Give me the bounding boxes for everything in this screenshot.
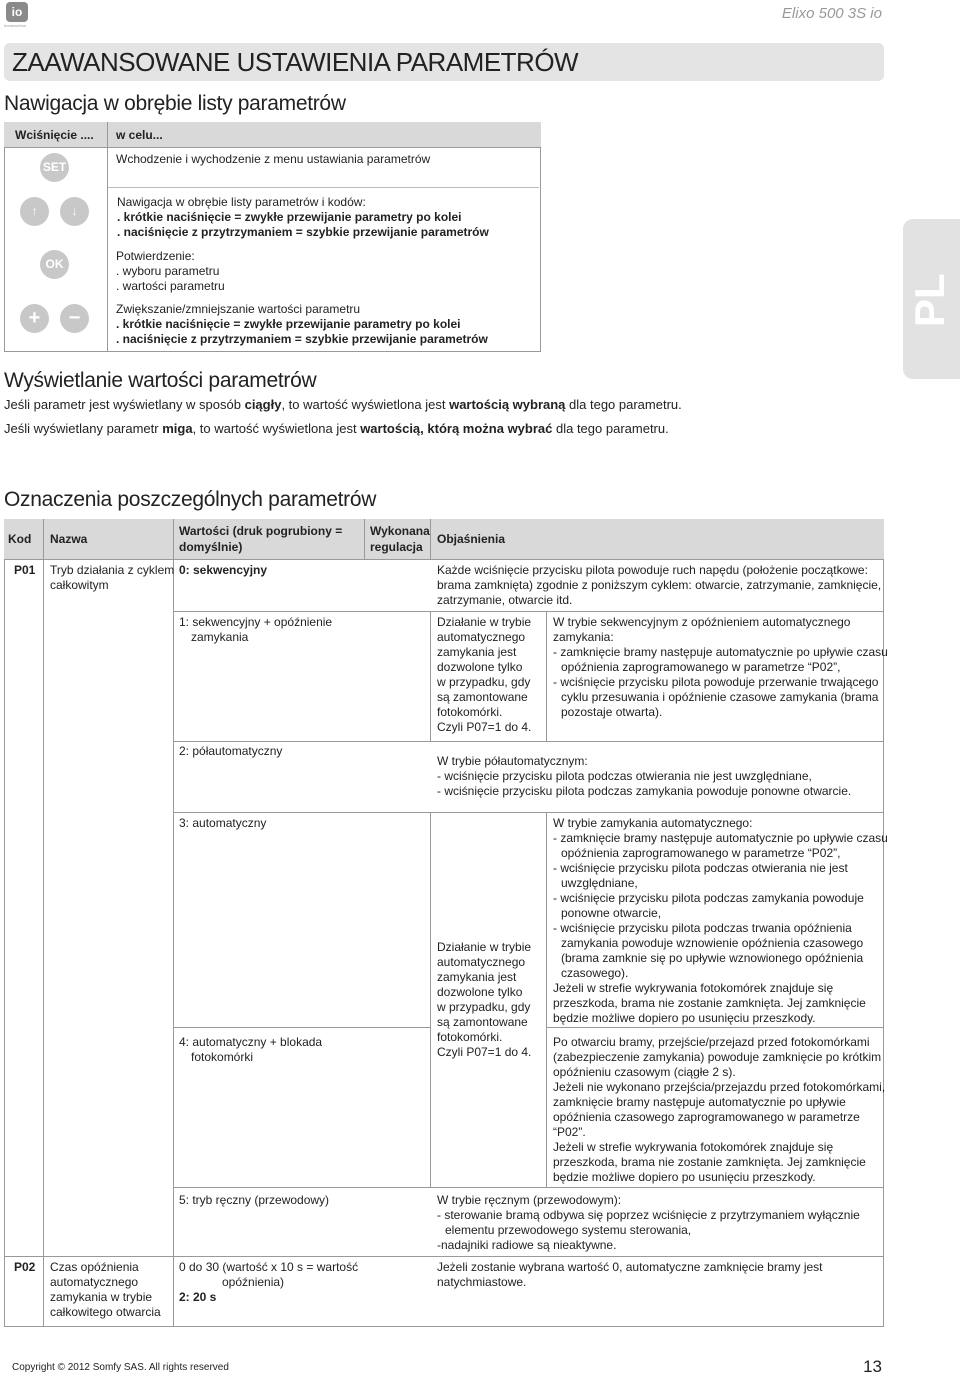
p01-v5-desc-2: - sterowanie bramą odbywa się poprzez wciśnięcie z przytrzymaniem wyłącznie (437, 1208, 860, 1222)
p01-v34-reg-4: dozwolone tylko (437, 985, 523, 999)
col-divider-wartosci (364, 519, 365, 559)
p01-v4-desc-10: będzie możliwe dopiero po usunięciu przeszkody. (553, 1170, 816, 1184)
header-kod: Kod (8, 532, 32, 546)
pm-line-2: . krótkie naciśnięcie = zwykłe przewijanie parametry po kolei (116, 317, 461, 331)
p01-row-sep-4a (174, 1027, 430, 1028)
p01-v1-reg-8: Czyli P07=1 do 4. (437, 720, 532, 734)
p01-value-0: 0: sekwencyjny (179, 563, 268, 577)
p02-desc-1: Jeżeli zostanie wybrana wartość 0, automatyczne zamknięcie bramy jest (437, 1260, 823, 1274)
p01-v3-desc-5: uwzględniane, (561, 876, 638, 890)
row-divider-p02-kod (4, 1256, 44, 1257)
p01-v3-desc-7: ponowne otwarcie, (561, 906, 662, 920)
params-heading: Oznaczenia poszczególnych parametrów (4, 488, 377, 511)
p02-name-1: Czas opóźnienia (50, 1260, 139, 1274)
header-wykonana-1: Wykonana (370, 524, 430, 538)
p01-v1-desc-6: cyklu przesuwania i opóźnienie czasowe zamykania (brama (561, 690, 879, 704)
col-divider-kod (43, 519, 44, 1327)
p01-v5-desc-3: elementu przewodowego systemu sterowania, (445, 1223, 692, 1237)
p01-v1-desc-1: W trybie sekwencyjnym z opóźnieniem automatycznego (553, 615, 851, 629)
p01-v1-divider (430, 611, 431, 741)
p01-value-4a: 4: automatyczny + blokada (179, 1035, 323, 1049)
p01-v1-reg-3: zamykania jest (437, 645, 517, 659)
p01-name-2: całkowitym (50, 578, 109, 592)
p01-v1-reg-1: Działanie w trybie (437, 615, 532, 629)
p01-v3-desc-1: W trybie zamykania automatycznego: (553, 816, 753, 830)
p01-v3-desc-4: - wciśnięcie przycisku pilota podczas otwierania nie jest (553, 861, 848, 875)
header-wykonana-2: regulacja (370, 540, 423, 554)
p01-v1-desc-4: opóźnienia zaprogramowanego w parametrze “P02”, (561, 660, 841, 674)
p01-v3-desc-13: przeszkoda, brama nie zostanie zamknięta. Jej zamknięcie (553, 996, 866, 1010)
ok-line-1: Potwierdzenie: (116, 249, 195, 263)
display-heading: Wyświetlanie wartości parametrów (4, 369, 317, 392)
p01-v3-desc-8: - wciśnięcie przycisku pilota podczas trwania opóźnienia (553, 921, 852, 935)
p01-v3-desc-2: - zamknięcie bramy następuje automatycznie po upływie czasu (553, 831, 888, 845)
p01-v1-desc-7: pozostaje otwarta). (561, 705, 663, 719)
pm-line-3: . naciśnięcie z przytrzymaniem = szybkie przewijanie parametrów (116, 332, 488, 346)
nav-heading: Nawigacja w obrębie listy parametrów (4, 92, 346, 115)
p01-name-1: Tryb działania z cyklem (50, 563, 175, 577)
p01-v34-divider-2 (546, 812, 547, 1187)
p01-row-sep-5 (174, 1187, 884, 1188)
p01-v1-reg-5: w przypadku, gdy (437, 675, 531, 689)
p01-value-1b: zamykania (191, 630, 249, 644)
p01-v3-desc-12: Jeżeli w strefie wykrywania fotokomórek znajduje się (553, 981, 834, 995)
p01-v34-reg-7: fotokomórki. (437, 1030, 503, 1044)
p02-name-3: zamykania w trybie (50, 1290, 153, 1304)
p01-v34-reg-6: są zamontowane (437, 1015, 528, 1029)
p01-value-2: 2: półautomatyczny (179, 744, 283, 758)
p01-v1-reg-4: dozwolone tylko (437, 660, 523, 674)
p01-v34-divider (430, 812, 431, 1187)
p01-value-4b: fotokomórki (191, 1050, 254, 1064)
p01-row-sep-3 (174, 812, 884, 813)
up-arrow-icon: ↑ (20, 197, 49, 226)
p01-v3-desc-14: będzie możliwe dopiero po usunięciu przeszkody. (553, 1011, 816, 1025)
ok-line-3: . wartości parametru (116, 279, 225, 293)
nav-col-purpose: w celu... (116, 128, 163, 142)
p01-v2-desc-1: W trybie półautomatycznym: (437, 754, 588, 768)
col-divider-nazwa (173, 519, 174, 1327)
col-divider-wykonana (430, 519, 431, 559)
arrows-line-3: . naciśnięcie z przytrzymaniem = szybkie przewijanie parametrów (117, 225, 489, 239)
nav-divider (107, 122, 108, 352)
row-divider-p02 (44, 1256, 884, 1257)
p01-v34-reg-1: Działanie w trybie (437, 940, 532, 954)
p01-v4-desc-9: przeszkoda, brama nie zostanie zamknięta. Jej zamknięcie (553, 1155, 866, 1169)
p02-value-2: opóźnienia) (222, 1275, 285, 1289)
p01-v3-desc-9: zamykania powoduje wznowienie opóźnienia czasowego (561, 936, 864, 950)
p01-v1-desc-5: - wciśnięcie przycisku pilota powoduje przerwanie trwającego (553, 675, 879, 689)
p01-v0-desc-3: zatrzymanie, otwarcie itd. (437, 593, 573, 607)
p01-row-sep-2 (174, 741, 884, 742)
p02-name-4: całkowitego otwarcia (50, 1305, 161, 1319)
p01-v34-reg-8: Czyli P07=1 do 4. (437, 1045, 532, 1059)
p01-v4-desc-4: Jeżeli nie wykonano przejścia/przejazdu przed fotokomórkami, (553, 1080, 886, 1094)
arrows-line-1: Nawigacja w obrębie listy parametrów i kodów: (117, 195, 366, 209)
product-name: Elixo 500 3S io (781, 5, 882, 22)
p01-v1-reg-6: są zamontowane (437, 690, 528, 704)
p01-v34-reg-5: w przypadku, gdy (437, 1000, 531, 1014)
set-button-icon: SET (40, 153, 69, 182)
ok-line-2: . wyboru parametru (116, 264, 220, 278)
p01-row-sep-4b (547, 1027, 884, 1028)
arrows-line-2: . krótkie naciśnięcie = zwykłe przewijanie parametry po kolei (117, 210, 462, 224)
p01-v4-desc-8: Jeżeli w strefie wykrywania fotokomórek znajduje się (553, 1140, 834, 1154)
minus-button-icon: − (60, 304, 89, 333)
nav-col-press: Wciśnięcie .... (15, 128, 94, 142)
copyright: Copyright © 2012 Somfy SAS. All rights reserved (12, 1362, 229, 1373)
p01-v5-desc-1: W trybie ręcznym (przewodowym): (437, 1193, 622, 1207)
p01-v1-desc-3: - zamknięcie bramy następuje automatycznie po upływie czasu (553, 645, 888, 659)
p02-name-2: automatycznego (50, 1275, 139, 1289)
p01-v4-desc-2: (zabezpieczenie zamykania) powoduje zamknięcie po krótkim (553, 1050, 882, 1064)
display-paragraph-2: Jeśli wyświetlany parametr miga, to wartość wyświetlona jest wartością, którą można wybrać dla tego parametru. (4, 421, 669, 436)
p01-v3-desc-11: czasowego). (561, 966, 629, 980)
p01-v3-desc-6: - wciśnięcie przycisku pilota podczas zamykania powoduje (553, 891, 864, 905)
ok-button-icon: OK (40, 250, 69, 279)
p01-v5-desc-4: -nadajniki radiowe są nieaktywne. (437, 1238, 617, 1252)
p01-v0-desc-2: brama zamknięta) zgodnie z poniższym cyklem: otwarcie, zatrzymanie, zamknięcie, (437, 578, 882, 592)
p01-v3-desc-3: opóźnienia zaprogramowanego w parametrze “P02”, (561, 846, 841, 860)
page-title: ZAAWANSOWANE USTAWIENIA PARAMETRÓW (12, 47, 579, 77)
down-arrow-icon: ↓ (60, 197, 89, 226)
p01-v34-reg-2: automatycznego (437, 955, 526, 969)
p02-value-default: 2: 20 s (179, 1290, 217, 1304)
p01-v4-desc-3: opóźnieniu czasowym (ciągłe 2 s). (553, 1065, 736, 1079)
p01-v4-desc-1: Po otwarciu bramy, przejście/przejazd przed fotokomórkami (553, 1035, 870, 1049)
nav-separator (108, 187, 539, 188)
header-nazwa: Nazwa (50, 532, 88, 546)
p01-v3-desc-10: (brama zamknie się po upływie wznowionego opóźnienia (561, 951, 864, 965)
p01-value-5: 5: tryb ręczny (przewodowy) (179, 1193, 330, 1207)
p01-v1-reg-7: fotokomórki. (437, 705, 503, 719)
pm-line-1: Zwiększanie/zmniejszanie wartości parametru (116, 302, 361, 316)
p01-v1-divider-2 (546, 611, 547, 741)
header-wartosci-1: Wartości (druk pogrubiony = (179, 524, 343, 538)
p01-v34-reg-3: zamykania jest (437, 970, 517, 984)
p02-desc-2: natychmiastowe. (437, 1275, 527, 1289)
p01-value-1a: 1: sekwencyjny + opóźnienie (179, 615, 333, 629)
io-logo: io (6, 2, 28, 22)
p01-code: P01 (14, 563, 36, 577)
logo-subtitle: homecontrol (4, 23, 27, 28)
header-wartosci-2: domyślnie) (179, 540, 243, 554)
page-number: 13 (863, 1357, 882, 1376)
p01-v0-desc-1: Każde wciśnięcie przycisku pilota powoduje ruch napędu (położenie początkowe: (437, 563, 868, 577)
p02-value-1: 0 do 30 (wartość x 10 s = wartość (179, 1260, 359, 1274)
plus-button-icon: + (20, 304, 49, 333)
display-paragraph-1: Jeśli parametr jest wyświetlany w sposób ciągły, to wartość wyświetlona jest wartością wybraną dla tego parametru. (4, 397, 682, 412)
p02-code: P02 (14, 1260, 36, 1274)
p01-v4-desc-6: opóźnienia czasowego zaprogramowanego w parametrze (553, 1110, 860, 1124)
p01-v2-desc-3: - wciśnięcie przycisku pilota podczas zamykania powoduje ponowne otwarcie. (437, 784, 852, 798)
p01-v4-desc-7: “P02”. (553, 1125, 586, 1139)
p01-row-sep-1 (174, 611, 884, 612)
language-tab-label: PL (906, 273, 953, 327)
p01-v1-desc-2: zamykania: (553, 630, 614, 644)
p01-v2-desc-2: - wciśnięcie przycisku pilota podczas otwierania nie jest uwzględniane, (437, 769, 812, 783)
p01-value-3: 3: automatyczny (179, 816, 267, 830)
header-objasnienia: Objaśnienia (437, 532, 506, 546)
p01-v4-desc-5: zamknięcie bramy następuje automatycznie po upływie (553, 1095, 846, 1109)
p01-v1-reg-2: automatycznego (437, 630, 526, 644)
set-description: Wchodzenie i wychodzenie z menu ustawiania parametrów (116, 152, 431, 166)
